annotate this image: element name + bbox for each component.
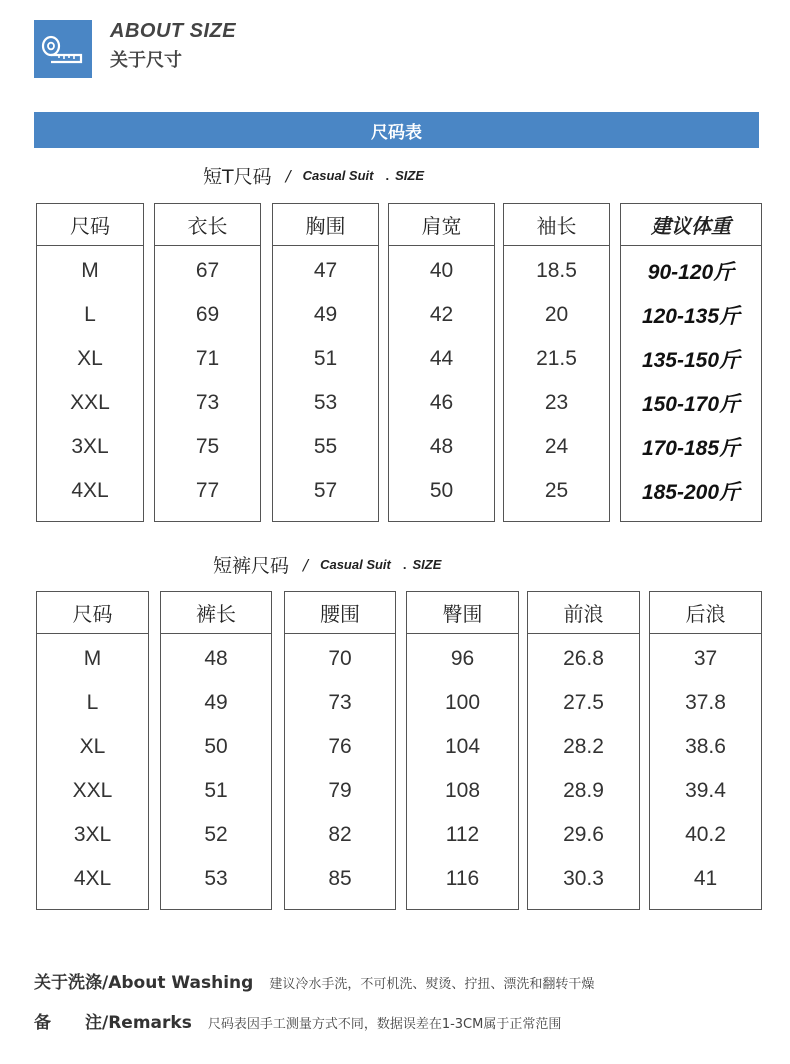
tshirt-table-cell: 44 <box>429 347 454 370</box>
tshirt-table-cell: M <box>81 259 99 282</box>
shorts-table-cell: 96 <box>450 647 475 670</box>
banner-label: 尺码表 <box>371 122 422 143</box>
about-size-title-en: ABOUT SIZE <box>110 20 237 42</box>
tshirt-table-column-header: 袖长 <box>504 204 609 246</box>
tshirt-table-column <box>388 203 495 522</box>
subtitle-casual: Casual Suit <box>302 168 374 183</box>
tshirt-table-cell: 53 <box>313 391 338 414</box>
washing-note <box>34 968 594 993</box>
remarks-note <box>34 1008 561 1033</box>
tape-measure-icon <box>34 20 92 78</box>
tshirt-table-cell: 185-200斤 <box>641 481 741 504</box>
shorts-table-cell: 37.8 <box>685 691 726 714</box>
tshirt-table-cell: 120-135斤 <box>641 305 741 328</box>
tshirt-table-cell: 135-150斤 <box>641 349 741 372</box>
shorts-table-cell: 108 <box>444 779 481 802</box>
shorts-table-cell: 112 <box>445 823 480 846</box>
shorts-table-cell: 38.6 <box>685 735 726 758</box>
tshirt-table-cell: 69 <box>195 303 220 326</box>
washing-text: 建议冷水手洗，不可机洗、熨烫、拧扭、漂洗和翻转干燥 <box>269 977 595 992</box>
shorts-table-column-header: 后浪 <box>650 592 761 634</box>
tshirt-table-column-header: 建议体重 <box>621 204 761 246</box>
shorts-table-column <box>406 591 519 910</box>
tshirt-table-column <box>272 203 379 522</box>
tshirt-table-column <box>503 203 610 522</box>
tshirt-table-cell: 77 <box>195 479 220 502</box>
shorts-table-cell: 85 <box>328 867 352 890</box>
shorts-table-cell: 76 <box>328 735 352 758</box>
tshirt-table-cell: 48 <box>429 435 454 458</box>
subtitle-dot: . <box>402 557 407 572</box>
tshirt-table-cell: 57 <box>313 479 338 502</box>
shorts-table-column <box>284 591 396 910</box>
subtitle-size: SIZE <box>412 557 442 572</box>
tshirt-table-cell: 42 <box>429 303 454 326</box>
shorts-table-cell: 40.2 <box>685 823 726 846</box>
shorts-table-cell: 53 <box>204 867 228 890</box>
shorts-table-cell: 41 <box>693 867 718 890</box>
washing-label: 关于洗涤/About Washing <box>34 973 254 993</box>
tshirt-table-cell: 49 <box>313 303 338 326</box>
subtitle-slash: / <box>285 166 291 185</box>
shorts-table-cell: M <box>83 647 102 670</box>
shorts-size-subtitle <box>213 551 441 578</box>
shorts-table-cell: 27.5 <box>563 691 604 714</box>
shorts-table-column <box>36 591 149 910</box>
shorts-table-column-header: 裤长 <box>161 592 271 634</box>
remarks-text: 尺码表因手工测量方式不同，数据误差在1-3CM属于正常范围 <box>207 1017 562 1032</box>
tshirt-table-cell: 25 <box>544 479 569 502</box>
shorts-table-cell: L <box>86 691 99 714</box>
shorts-table-cell: 37 <box>693 647 718 670</box>
subtitle-dot: . <box>385 168 390 183</box>
shorts-table-cell: 49 <box>204 691 228 714</box>
shorts-table-cell: XL <box>79 735 106 758</box>
shorts-table-column <box>160 591 272 910</box>
tshirt-title: 短T尺码 <box>203 166 272 188</box>
tshirt-table-cell: L <box>84 303 96 326</box>
subtitle-casual: Casual Suit <box>320 557 391 572</box>
tshirt-table-cell: 40 <box>429 259 454 282</box>
shorts-table-cell: 100 <box>444 691 481 714</box>
shorts-table-column-header: 尺码 <box>37 592 148 634</box>
shorts-table-cell: 79 <box>328 779 352 802</box>
about-size-title-cn: 关于尺寸 <box>110 50 182 71</box>
tshirt-table-cell: 47 <box>313 259 338 282</box>
tshirt-table-cell: XL <box>77 347 103 370</box>
shorts-table-cell: 70 <box>328 647 352 670</box>
shorts-table-cell: 116 <box>445 867 480 890</box>
tshirt-table-cell: XXL <box>70 391 110 414</box>
size-chart-banner <box>34 112 759 148</box>
tshirt-table-column <box>620 203 762 522</box>
tshirt-table-cell: 23 <box>544 391 569 414</box>
shorts-table-cell: 82 <box>328 823 352 846</box>
tshirt-table-cell: 51 <box>313 347 338 370</box>
tshirt-table-cell: 71 <box>195 347 220 370</box>
shorts-table-cell: 73 <box>328 691 352 714</box>
shorts-table-cell: 104 <box>444 735 481 758</box>
tshirt-table-column <box>154 203 261 522</box>
shorts-table-column <box>649 591 762 910</box>
shorts-table-cell: 29.6 <box>563 823 604 846</box>
tshirt-table-cell: 73 <box>195 391 220 414</box>
tshirt-table-column-header: 衣长 <box>155 204 260 246</box>
shorts-table-cell: 51 <box>204 779 228 802</box>
shorts-table-column-header: 腰围 <box>285 592 395 634</box>
shorts-table-cell: 52 <box>204 823 228 846</box>
remarks-label: 备 注/Remarks <box>34 1013 192 1033</box>
tshirt-table-cell: 55 <box>313 435 338 458</box>
subtitle-slash: / <box>303 555 309 574</box>
tshirt-table-cell: 150-170斤 <box>641 393 741 416</box>
tshirt-table-cell: 21.5 <box>536 347 577 370</box>
tshirt-table-cell: 75 <box>195 435 220 458</box>
subtitle-size: SIZE <box>395 168 424 183</box>
tshirt-table-cell: 4XL <box>71 479 109 502</box>
tshirt-table-cell: 24 <box>544 435 569 458</box>
shorts-table-cell: 39.4 <box>685 779 726 802</box>
tshirt-size-subtitle <box>203 162 424 189</box>
shorts-table-column-header: 臀围 <box>407 592 518 634</box>
tshirt-table-cell: 50 <box>429 479 454 502</box>
tshirt-table-column <box>36 203 144 522</box>
shorts-table-cell: 4XL <box>73 867 112 890</box>
shorts-table-cell: 50 <box>204 735 228 758</box>
tshirt-table-column-header: 尺码 <box>37 204 143 246</box>
shorts-table-cell: 28.2 <box>563 735 604 758</box>
shorts-table-cell: 3XL <box>73 823 112 846</box>
shorts-table-column-header: 前浪 <box>528 592 639 634</box>
shorts-table-cell: 28.9 <box>563 779 604 802</box>
shorts-table-cell: 26.8 <box>563 647 604 670</box>
shorts-title: 短裤尺码 <box>213 555 290 577</box>
tshirt-table-cell: 67 <box>195 259 220 282</box>
shorts-table-column <box>527 591 640 910</box>
shorts-table-cell: XXL <box>72 779 113 802</box>
tshirt-table-cell: 170-185斤 <box>641 437 741 460</box>
tshirt-table-cell: 20 <box>544 303 569 326</box>
tshirt-table-cell: 18.5 <box>536 259 577 282</box>
tshirt-table-column-header: 肩宽 <box>389 204 494 246</box>
tshirt-table-cell: 46 <box>429 391 454 414</box>
tshirt-table-column-header: 胸围 <box>273 204 378 246</box>
tshirt-table-cell: 3XL <box>71 435 109 458</box>
shorts-table-cell: 30.3 <box>563 867 604 890</box>
tshirt-table-cell: 90-120斤 <box>647 261 735 284</box>
shorts-table-cell: 48 <box>204 647 228 670</box>
